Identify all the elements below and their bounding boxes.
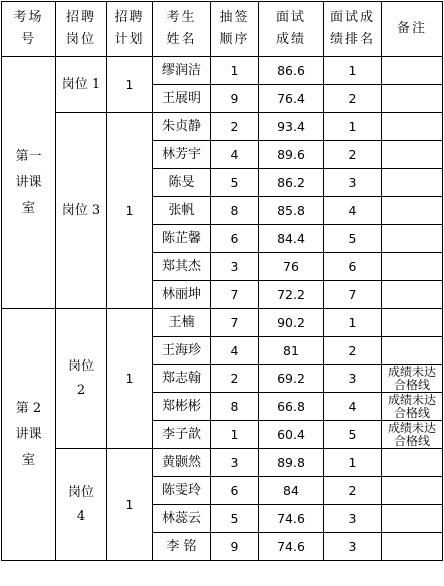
interview-score: 74.6 xyxy=(259,505,324,533)
draw-order: 7 xyxy=(211,281,259,309)
remark xyxy=(382,113,443,141)
interview-score: 84.4 xyxy=(259,225,324,253)
remark: 成绩未达 合格线 xyxy=(382,421,443,449)
score-rank: 6 xyxy=(324,253,382,281)
draw-order: 3 xyxy=(211,253,259,281)
score-rank: 2 xyxy=(324,477,382,505)
draw-order: 4 xyxy=(211,337,259,365)
remark: 成绩未达 合格线 xyxy=(382,365,443,393)
interview-score: 69.2 xyxy=(259,365,324,393)
score-rank: 3 xyxy=(324,505,382,533)
draw-order: 3 xyxy=(211,449,259,477)
draw-order: 9 xyxy=(211,533,259,561)
candidate-name: 林芳宇 xyxy=(153,141,211,169)
candidate-name: 林丽坤 xyxy=(153,281,211,309)
room-cell: 第一 讲课 室 xyxy=(2,57,56,309)
score-rank: 1 xyxy=(324,309,382,337)
candidate-name: 朱贞静 xyxy=(153,113,211,141)
table-row xyxy=(2,113,443,141)
remark xyxy=(382,281,443,309)
remark: 成绩未达 合格线 xyxy=(382,393,443,421)
candidate-name: 王展明 xyxy=(153,85,211,113)
header-note: 备注 xyxy=(382,2,443,57)
candidate-name: 黄颢然 xyxy=(153,449,211,477)
remark xyxy=(382,309,443,337)
draw-order: 6 xyxy=(211,477,259,505)
remark xyxy=(382,477,443,505)
score-rank: 3 xyxy=(324,169,382,197)
position-cell: 岗位 4 xyxy=(56,449,107,561)
score-rank: 7 xyxy=(324,281,382,309)
remark xyxy=(382,169,443,197)
candidate-name: 林蕊云 xyxy=(153,505,211,533)
draw-order: 2 xyxy=(211,113,259,141)
draw-order: 5 xyxy=(211,169,259,197)
score-rank: 4 xyxy=(324,393,382,421)
header-rank: 面试成 绩排名 xyxy=(324,2,382,57)
header-order: 抽签 顺序 xyxy=(211,2,259,57)
score-rank: 3 xyxy=(324,365,382,393)
interview-score: 74.6 xyxy=(259,533,324,561)
remark xyxy=(382,253,443,281)
interview-score: 81 xyxy=(259,337,324,365)
draw-order: 7 xyxy=(211,309,259,337)
header-score: 面试 成绩 xyxy=(259,2,324,57)
draw-order: 2 xyxy=(211,365,259,393)
remark xyxy=(382,197,443,225)
candidate-name: 王楠 xyxy=(153,309,211,337)
table-body xyxy=(2,2,443,561)
remark xyxy=(382,449,443,477)
candidate-name: 陈雯玲 xyxy=(153,477,211,505)
remark xyxy=(382,57,443,85)
score-rank: 5 xyxy=(324,225,382,253)
interview-score: 90.2 xyxy=(259,309,324,337)
score-rank: 2 xyxy=(324,337,382,365)
plan-cell: 1 xyxy=(107,449,153,561)
candidate-name: 郑彬彬 xyxy=(153,393,211,421)
header-room: 考场 号 xyxy=(2,2,56,57)
score-rank: 2 xyxy=(324,141,382,169)
draw-order: 1 xyxy=(211,57,259,85)
header-name: 考生 姓名 xyxy=(153,2,211,57)
interview-score: 86.2 xyxy=(259,169,324,197)
remark xyxy=(382,533,443,561)
plan-cell: 1 xyxy=(107,113,153,309)
header-position: 招聘 岗位 xyxy=(56,2,107,57)
draw-order: 4 xyxy=(211,141,259,169)
interview-score: 76 xyxy=(259,253,324,281)
draw-order: 8 xyxy=(211,197,259,225)
remark xyxy=(382,337,443,365)
interview-score: 76.4 xyxy=(259,85,324,113)
draw-order: 8 xyxy=(211,393,259,421)
interview-score: 86.6 xyxy=(259,57,324,85)
interview-score: 84 xyxy=(259,477,324,505)
position-cell: 岗位 2 xyxy=(56,309,107,449)
score-rank: 1 xyxy=(324,449,382,477)
candidate-name: 王海珍 xyxy=(153,337,211,365)
draw-order: 6 xyxy=(211,225,259,253)
interview-score: 85.8 xyxy=(259,197,324,225)
results-table xyxy=(1,1,443,561)
score-rank: 1 xyxy=(324,113,382,141)
candidate-name: 陈芷馨 xyxy=(153,225,211,253)
interview-score: 72.2 xyxy=(259,281,324,309)
candidate-name: 李子歆 xyxy=(153,421,211,449)
remark xyxy=(382,85,443,113)
interview-score: 89.6 xyxy=(259,141,324,169)
remark xyxy=(382,141,443,169)
draw-order: 5 xyxy=(211,505,259,533)
remark xyxy=(382,225,443,253)
score-rank: 3 xyxy=(324,533,382,561)
draw-order: 1 xyxy=(211,421,259,449)
header-row xyxy=(2,2,443,57)
header-plan: 招聘 计划 xyxy=(107,2,153,57)
score-rank: 4 xyxy=(324,197,382,225)
position-cell: 岗位 1 xyxy=(56,57,107,113)
position-cell: 岗位 3 xyxy=(56,113,107,309)
interview-score: 60.4 xyxy=(259,421,324,449)
interview-score: 89.8 xyxy=(259,449,324,477)
candidate-name: 郑其杰 xyxy=(153,253,211,281)
score-rank: 5 xyxy=(324,421,382,449)
candidate-name: 张帆 xyxy=(153,197,211,225)
room-cell: 第 2 讲课 室 xyxy=(2,309,56,561)
interview-score: 66.8 xyxy=(259,393,324,421)
score-rank: 1 xyxy=(324,57,382,85)
candidate-name: 郑志翰 xyxy=(153,365,211,393)
candidate-name: 陈旻 xyxy=(153,169,211,197)
score-rank: 2 xyxy=(324,85,382,113)
remark xyxy=(382,505,443,533)
candidate-name: 缪润洁 xyxy=(153,57,211,85)
plan-cell: 1 xyxy=(107,309,153,449)
candidate-name: 李 铭 xyxy=(153,533,211,561)
draw-order: 9 xyxy=(211,85,259,113)
plan-cell: 1 xyxy=(107,57,153,113)
table-row xyxy=(2,449,443,477)
interview-score: 93.4 xyxy=(259,113,324,141)
table-row xyxy=(2,57,443,85)
table-row xyxy=(2,309,443,337)
